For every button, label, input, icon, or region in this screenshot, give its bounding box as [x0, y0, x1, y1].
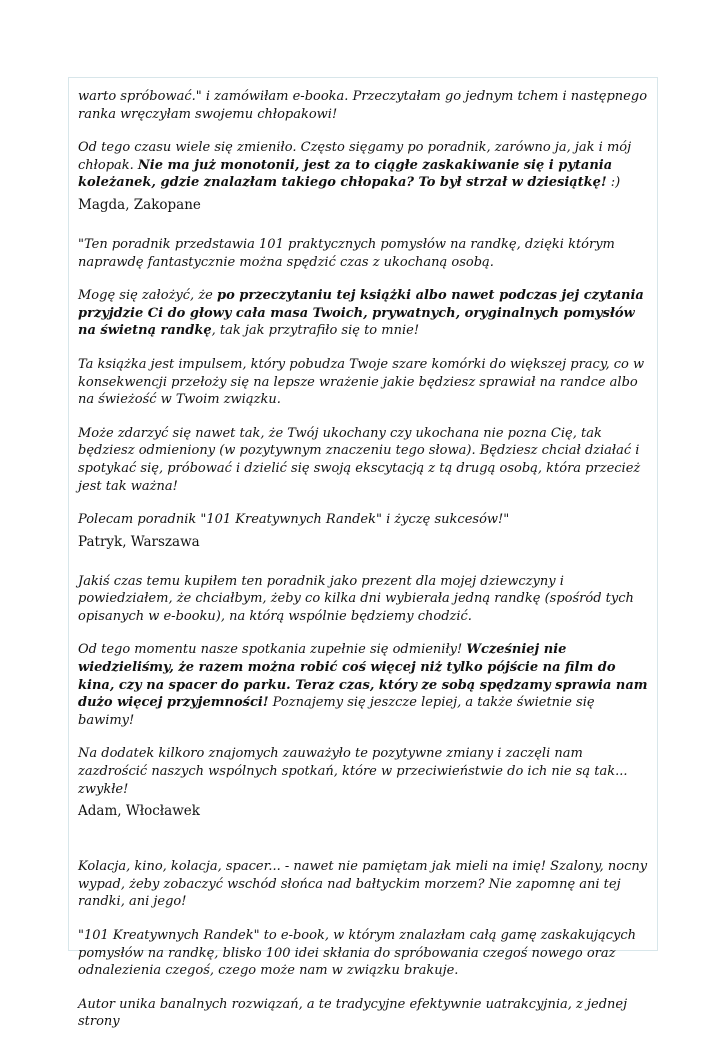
text-segment: "101 Kreatywnych Randek" to e-book, w którym znalazłam całą gamę zaskakujących pomysłów na randkę, blisko 100 idei skłania do spróbowania czegoś nowego oraz odnalezienia czegoś, czego może nam w związku brakuje. — [78, 928, 637, 979]
testimonial-signature: Patryk, Warszawa — [78, 533, 200, 550]
testimonial-signature: Magda, Zakopane — [78, 196, 201, 213]
text-segment: Od tego czasu wiele się zmieniło. Często sięgamy po poradnik, zarówno ja, jak i mój chłopak. — [78, 140, 632, 173]
testimonial-paragraph — [78, 88, 650, 123]
document-content — [78, 88, 650, 1047]
text-segment: Od tego momentu nasze spotkania zupełnie się odmieniły! — [78, 642, 467, 658]
text-segment: Kolacja, kino, kolacja, spacer... - nawet nie pamiętam jak mieli na imię! Szalony, nocny wypad, żeby zobaczyć wschód słońca nad bałtyckim morzem? Nie zapomnę ani tej randki, ani jego! — [78, 859, 648, 910]
testimonial-paragraph — [78, 511, 650, 529]
testimonial-paragraph — [78, 641, 650, 729]
testimonial-paragraph — [78, 139, 650, 192]
testimonial-paragraph — [78, 745, 650, 798]
testimonial-paragraph — [78, 236, 650, 271]
text-segment: , tak jak przytrafiło się to mnie! — [211, 323, 420, 339]
testimonial-paragraph — [78, 858, 650, 911]
text-segment: Na dodatek kilkoro znajomych zauważyło te pozytywne zmiany i zaczęli nam zazdrościć naszych wspólnych spotkań, które w przeciwieństwie do ich nie są tak... zwykłe! — [78, 746, 628, 797]
emphasized-text: Wcześniej nie wiedzieliśmy, że razem można robić coś więcej niż tylko pójście na film do kina, czy na spacer do parku. Teraz czas, który ze sobą spędzamy sprawia nam dużo więcej przyjemności! — [78, 642, 648, 711]
emphasized-text: po przeczytaniu tej książki albo nawet podczas jej czytania przyjdzie Ci do głowy cała masa Twoich, prywatnych, oryginalnych pomysłów na świetną randkę — [78, 288, 644, 339]
testimonial-signature: Adam, Włocławek — [78, 803, 200, 820]
text-segment: :) — [606, 175, 621, 191]
text-segment: Jakiś czas temu kupiłem ten poradnik jako prezent dla mojej dziewczyny i powiedziałem, że chciałbym, żeby co kilka dni wybierała jedną randkę (spośród tych opisanych w e-booku), na którą wspólnie będziemy chodzić. — [78, 573, 634, 624]
text-segment: Polecam poradnik "101 Kreatywnych Randek" i życzę sukcesów!" — [78, 512, 510, 528]
testimonial-paragraph — [78, 287, 650, 340]
text-segment: Ta książka jest impulsem, który pobudza Twoje szare komórki do większej pracy, co w konsekwencji przełoży się na lepsze wrażenie jakie będziesz sprawiał na randce albo na świeżość w Twoim związku. — [78, 356, 645, 408]
testimonial-paragraph — [78, 356, 650, 409]
testimonial-paragraph — [78, 573, 650, 626]
page-frame — [68, 77, 658, 1030]
text-segment: Autor unika banalnych rozwiązań, a te tradycyjne efektywnie uatrakcyjnia, z jednej strony — [78, 996, 628, 1030]
text-segment: "Ten poradnik przedstawia 101 praktycznych pomysłów na randkę, dzięki którym naprawdę fantastycznie można spędzić czas z ukochaną osobą. — [78, 236, 615, 270]
text-segment: warto spróbować." i zamówiłam e-booka. Przeczytałam go jednym tchem i następnego ranka wręczyłam swojemu chłopakowi! — [78, 89, 648, 122]
emphasized-text: Nie ma już monotonii, jest za to ciągłe zaskakiwanie się i pytania koleżanek, gdzie znalazłam takiego chłopaka? To był strzał w dziesiątkę! — [78, 157, 613, 191]
text-segment: Poznajemy się jeszcze lepiej, a także świetnie się bawimy! — [78, 695, 595, 728]
testimonial-paragraph — [78, 927, 650, 980]
testimonial-paragraph — [78, 425, 650, 495]
text-segment: Może zdarzyć się nawet tak, że Twój ukochany czy ukochana nie pozna Cię, tak będziesz odmieniony (w pozytywnym znaczeniu tego słowa). Będziesz chciał działać i spotykać się, próbować i dzielić się swoją ekscytacją z tą drugą osobą, która przecież jest tak ważna! — [78, 425, 641, 494]
text-segment: Mogę się założyć, że — [78, 288, 217, 304]
testimonial-paragraph — [78, 996, 650, 1031]
spacer — [78, 842, 650, 858]
